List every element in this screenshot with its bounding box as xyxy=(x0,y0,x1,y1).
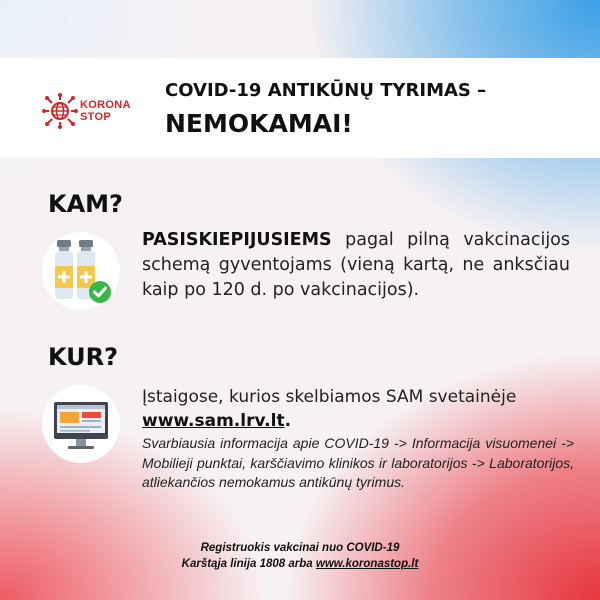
kur-note: Svarbiausia informacija apie COVID-19 -> Informacija visuomenei -> Mobilieji punktai, karščiavimo klinikos ir laboratorijos -> Laboratorijos, atliekančios nemokamus antikūnų tyrimus. xyxy=(142,435,574,490)
kur-icon-container xyxy=(42,385,120,463)
monitor-website-icon xyxy=(42,385,120,463)
title-line2: NEMOKAMAI! xyxy=(165,109,353,138)
footer-line2-prefix: Karštąja linija 1808 arba xyxy=(181,558,316,570)
logo-line2: STOP xyxy=(80,111,111,123)
kam-bold-text: PASISKIEPIJUSIEMS xyxy=(142,230,332,250)
footer xyxy=(0,540,600,572)
logo-wordmark xyxy=(80,99,131,123)
kur-heading: KUR? xyxy=(48,343,119,371)
koronastop-link[interactable]: www.koronastop.lt xyxy=(315,558,419,570)
globe-logo-icon xyxy=(42,93,78,129)
logo-line1: KORONA xyxy=(80,99,131,111)
koronastop-logo xyxy=(42,93,162,129)
kam-description xyxy=(142,228,570,303)
sam-website-link[interactable]: www.sam.lrv.lt xyxy=(142,411,285,431)
kur-link-suffix: . xyxy=(284,411,292,431)
kur-description xyxy=(142,385,582,433)
footer-line2 xyxy=(0,556,600,572)
footer-line1: Registruokis vakcinai nuo COVID-19 xyxy=(200,542,400,554)
kam-text: pagal pilną vakcinacijos schemą gyventojams (vieną kartą, ne anksčiau kaip po 120 d. po vakcinacijos). xyxy=(142,230,570,300)
title-line1: COVID-19 ANTIKŪNŲ TYRIMAS – xyxy=(165,80,487,101)
kam-icon-container xyxy=(42,232,120,310)
vaccine-vials-check-icon xyxy=(42,232,120,310)
kur-text: Įstaigose, kurios skelbiamos SAM svetainėje xyxy=(142,387,517,407)
kam-heading: KAM? xyxy=(48,190,123,218)
